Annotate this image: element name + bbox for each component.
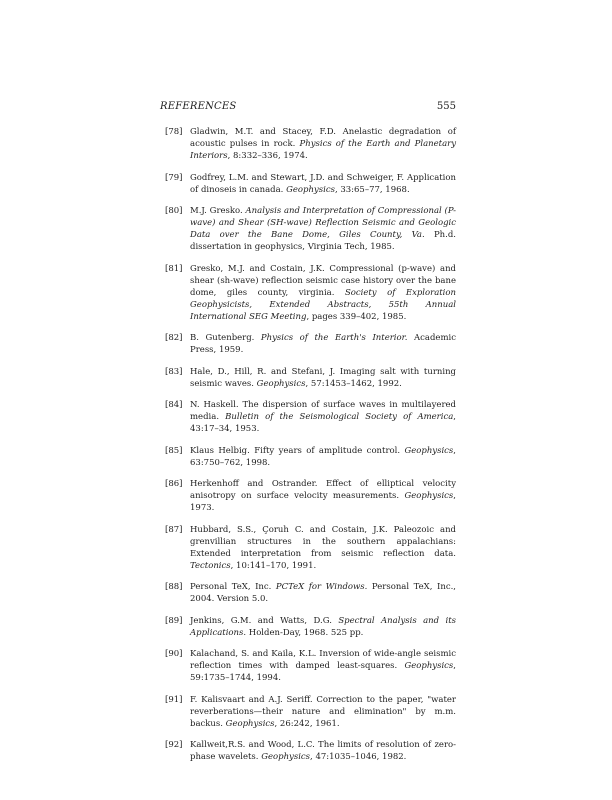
reference-source-title: Physics of the Earth and Planetary Interiors [190,139,456,161]
reference-entry [165,694,456,730]
reference-number: [83] [165,366,183,377]
reference-source-title: Geophysics [256,378,306,389]
reference-source-title: Physics of the Earth's Interior. [260,333,408,343]
running-head: REFERENCES [160,101,237,112]
reference-source-title: Geophysics [404,661,454,671]
reference-text [190,581,456,605]
reference-text-segment: , 8:332–336, 1974. [227,151,308,161]
reference-entry [165,478,456,514]
reference-text [190,366,456,390]
reference-text-segment: Gladwin, M.T. and Stacey, F.D. Anelastic degradation of acoustic pulses in rock. [190,127,456,149]
reference-text-segment: Ph.d. dissertation in geophysics, Virginia Tech, 1985. [190,230,456,252]
reference-text-segment: Personal TeX, Inc. [190,582,276,592]
reference-text-segment: Hale, D., Hill, R. and Stefani, J. Imaging salt with turning seismic waves. [190,366,456,389]
reference-list [165,126,456,773]
reference-text-segment: Jenkins, G.M. and Watts, D.G. [190,615,339,626]
reference-text-segment: , 10:141–170, 1991. [230,560,317,571]
reference-text-segment: , 63:750–762, 1998. [190,445,456,468]
reference-text-segment: B. Gutenberg. [190,333,261,343]
reference-entry [165,172,456,196]
reference-number: [90] [165,649,183,659]
reference-source-title: PCTeX for Windows. [275,582,368,592]
reference-number: [89] [165,615,183,626]
reference-entry [165,615,456,639]
reference-text-segment: Academic Press, 1959. [190,333,457,355]
reference-source-title: Geophysics [404,445,454,456]
reference-text-segment: , 43:17–34, 1953. [190,412,456,434]
reference-text-segment: Herkenhoff and Ostrander. Effect of elliptical velocity anisotropy on surface velocity measurements. [190,479,456,501]
reference-text [190,399,456,435]
reference-text [190,615,456,639]
reference-text [190,694,456,730]
reference-text [190,445,456,469]
reference-text [190,263,456,323]
reference-entry [165,332,456,356]
reference-entry [165,581,456,605]
reference-text-segment: M.J. Gresko. [190,206,246,216]
reference-text-segment: , pages 339–402, 1985. [306,311,407,322]
reference-entry [165,126,456,162]
reference-source-title: Spectral Analysis and its Applications. [190,615,456,638]
reference-source-title: Tectonics [190,560,231,571]
reference-source-title: Geophysics [261,752,311,762]
reference-source-title: Geophysics [286,184,335,195]
page-header [160,101,456,117]
reference-text-segment: Holden-Day, 1968. 525 pp. [246,627,364,638]
reference-text [190,739,456,763]
reference-text-segment: , 33:65–77, 1968. [334,184,410,195]
reference-number: [92] [165,740,183,750]
reference-text-segment: , 26:242, 1961. [274,718,340,729]
reference-number: [78] [165,127,183,137]
reference-text [190,648,456,684]
reference-text-segment: Kallweit,R.S. and Wood, L.C. The limits of resolution of zero-phase wavelets. [190,740,456,762]
reference-text [190,172,456,196]
reference-entry [165,524,456,572]
reference-number: [79] [165,172,183,183]
reference-text-segment: , 1973. [190,491,456,513]
reference-entry [165,739,456,763]
reference-source-title: Geophysics [404,491,454,501]
reference-text [190,205,456,253]
reference-entry [165,366,456,390]
reference-entry [165,205,456,253]
reference-entry [165,263,456,323]
page-number: 555 [436,101,456,112]
reference-number: [85] [165,445,183,456]
reference-text-segment: N. Haskell. The dispersion of surface waves in multilayered media. [190,400,456,422]
reference-source-title: Geophysics [225,718,275,729]
reference-entry [165,445,456,469]
reference-number: [80] [165,206,183,216]
reference-text-segment: Hubbard, S.S., Çoruh C. and Costain, J.K. Paleozoic and grenvillian structures in the southern appalachians: Extended interpretation from seismic reflection data. [190,524,456,559]
reference-number: [81] [165,263,183,274]
reference-number: [88] [165,582,183,592]
reference-text-segment: Klaus Helbig. Fifty years of amplitude control. [190,445,405,456]
reference-source-title: Society of Exploration Geophysicists, Extended Abstracts, 55th Annual International SEG Meeting [190,287,456,322]
reference-text [190,332,456,356]
reference-text-segment: , 57:1453–1462, 1992. [305,378,402,389]
reference-number: [86] [165,479,183,489]
reference-text-segment: , 59:1735–1744, 1994. [190,661,456,683]
reference-text-segment: F. Kalisvaart and A.J. Seriff. Correction to the paper, "water reverberations—their nature and elimination" by m.m. backus. [190,694,456,729]
reference-text [190,478,456,514]
reference-text-segment: Kalachand, S. and Kaila, K.L. Inversion of wide-angle seismic reflection times with damped least-squares. [190,649,456,671]
reference-text [190,126,456,162]
reference-text [190,524,456,572]
reference-entry [165,399,456,435]
reference-number: [82] [165,333,183,343]
reference-text-segment: Godfrey, L.M. and Stewart, J.D. and Schweiger, F. Application of dinoseis in canada. [190,172,456,195]
reference-number: [87] [165,524,183,535]
reference-source-title: Bulletin of the Seismological Society of America [225,412,454,422]
reference-text-segment: , 47:1035–1046, 1982. [310,752,407,762]
reference-text-segment: Personal TeX, Inc., 2004. Version 5.0. [190,582,456,604]
reference-text-segment: Gresko, M.J. and Costain, J.K. Compressional (p-wave) and shear (sh-wave) reflection seismic case history over the bane dome, giles county, virginia. [190,263,456,298]
reference-source-title: Analysis and Interpretation of Compressional (P-wave) and Shear (SH-wave) Reflection Seismic and Geologic Data over the Bane Dome, Giles County, Va. [190,206,456,240]
reference-number: [84] [165,400,183,410]
reference-number: [91] [165,694,183,705]
reference-entry [165,648,456,684]
